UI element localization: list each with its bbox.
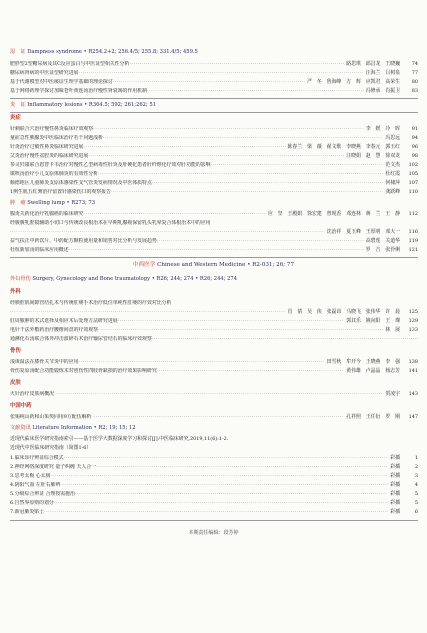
entry-title: 杜杭新加汤的临床应用概述: [10, 247, 69, 253]
entry-authors: 彩插: [390, 455, 400, 461]
entry-page: 5: [414, 500, 418, 506]
toc-entry[interactable]: [10, 509, 418, 516]
entry-title: 4.阴阳气血 左肝右肺辨: [10, 482, 61, 488]
heading-codes: • R2-031; 26; 77: [247, 262, 295, 268]
toc-entry[interactable]: [10, 414, 418, 421]
section-category: 湿 证: [10, 49, 26, 55]
divider: [10, 520, 418, 521]
entry-page: 112: [408, 211, 418, 217]
entry-page: 3: [414, 473, 418, 479]
entry-authors: 林 展: [385, 327, 400, 333]
entry-authors: 肖 倩 吴 侠 张磊昂 马晓飞 张伟华 许 晨: [287, 309, 400, 315]
entry-authors: 汪晓娟 赵 慧 徐双龙: [346, 153, 400, 159]
toc-entry[interactable]: [10, 318, 418, 325]
toc-entry[interactable]: [10, 162, 418, 169]
heading-chinese: 中西医学: [132, 262, 156, 268]
entry-title: 骨伤复原汤配合功能锻炼术对创伤性四肢骨缺损的治疗效果影响研究: [10, 368, 157, 374]
divider: [10, 98, 418, 99]
entry-authors: 彩插: [390, 473, 400, 479]
entry-page: 74: [411, 61, 418, 67]
toc-entry[interactable]: [10, 368, 418, 375]
section-category: 外妇骨伤: [10, 276, 31, 282]
toc-entry[interactable]: [10, 300, 418, 307]
entry-page: 105: [408, 171, 418, 177]
toc-entry[interactable]: [10, 70, 418, 77]
entry-page: 121: [408, 247, 418, 253]
entry-authors: 田雪秋 牟开今 王晓燕 李 强: [326, 359, 400, 365]
entry-title: 腺灸关药化治疗乳腺癌的临床研究: [10, 211, 84, 217]
entry-page: 129: [408, 318, 418, 324]
toc-entry[interactable]: [10, 491, 418, 498]
entry-authors: 应 坚 王殿娟 徐宏建 曾现香 邓连林 蒋 兰 王 静: [267, 211, 400, 217]
entry-title: 基于网络药理学探讨加味苍叶黄连汤治疗慢性肾衰竭的作用机制: [10, 88, 147, 94]
entry-authors: 李 媛 冷 晖: [365, 126, 400, 132]
entry-authors: 罗 吉 张伶俐: [365, 247, 400, 253]
section-english: Dampness syndrome: [27, 49, 82, 55]
entry-authors: 孔祥照 王任衍 罗 刚: [346, 414, 400, 420]
section-english: Inflammatory lesions: [27, 102, 83, 108]
toc-entry[interactable]: [10, 455, 418, 462]
entry-page: 102: [408, 162, 418, 168]
section-header-inflammatory: [10, 102, 420, 109]
toc-entry[interactable]: [10, 482, 418, 489]
section-english: Surgery, Gynecology and Bone traumatology: [32, 276, 151, 282]
toc-entry[interactable]: [10, 135, 418, 142]
section-codes: • R26; 244; 274 • R26; 244; 274: [151, 276, 237, 282]
section-header-dampness: [10, 49, 420, 56]
entry-authors: 汪海兰 吕树泉: [365, 70, 400, 76]
subsection-title: 外科: [10, 289, 21, 295]
entry-title: 张锡纯山药和山茱萸同用9方配伍解析: [10, 414, 92, 420]
entry-page: 4: [414, 482, 418, 488]
entry-title: 基于代谢模型对中医痰证生理学基础的理论探讨: [10, 79, 113, 85]
section-header-surgery: [10, 276, 420, 283]
entry-title: 艾灸治疗慢性盆腔炎的临床研究进展: [10, 153, 89, 159]
entry-title: 镇咳汤治疗小儿支原体肺炎的有效性分析: [10, 171, 99, 177]
entry-authors: 严 冬 鲁海峰 方 辉 应凯君 高荣生: [307, 79, 400, 85]
entry-page: 5: [414, 491, 418, 497]
subsection-title: 中国中药: [10, 403, 32, 409]
entry-title: 童症急性胰腺炎中医临床治疗若干问题浅析: [10, 135, 103, 141]
entry-title: 3.思考太极 心太极: [10, 473, 51, 479]
entry-page: 138: [408, 359, 418, 365]
entry-authors: 范文杰: [385, 162, 400, 168]
entry-authors: 彩插: [390, 509, 400, 515]
entry-authors: 龚跃峰: [385, 189, 400, 195]
divider: [10, 257, 418, 258]
entry-title: 电针干法外敷药治疗腰椎间盘的疗效观察: [10, 327, 99, 333]
entry-title: 益气扶正中药饮片、中药配方颗粒使用量和销售对比分析与发展趋势: [10, 238, 157, 244]
entry-page: 2: [414, 464, 418, 470]
entry-page: 91: [411, 126, 418, 132]
entry-page: 125: [408, 309, 418, 315]
toc-entry[interactable]: [10, 211, 418, 218]
entry-page: 1: [414, 455, 418, 461]
reference-line: 近现代临床医学研究指南索引——基于医学大数据深度学习和探讨[J].中医临床研究,2019,11(6):1-2.: [10, 436, 229, 442]
entry-title: 1.临床诊疗辨证综合模式: [10, 455, 64, 461]
entry-title: 6.自然界原则的划分: [10, 500, 54, 506]
toc-entry[interactable]: [10, 238, 418, 245]
toc-entry[interactable]: [10, 327, 418, 334]
toc-entry[interactable]: [10, 464, 418, 471]
subsection-title: 炎症: [10, 115, 21, 121]
toc-entry[interactable]: [10, 359, 418, 366]
entry-page: 116: [408, 229, 418, 235]
toc-entry[interactable]: [10, 61, 418, 68]
entry-title: 针灸治疗过敏性鼻炎临床研究进展: [10, 144, 84, 150]
entry-authors: 彩插: [390, 482, 400, 488]
entry-authors: 冯修承 肖振卫: [365, 88, 400, 94]
subsection-title: 皮肤: [10, 380, 21, 386]
entry-title: 顺德地区儿童肺炎支原体感染性支气管炎发病情况及中医体质特点: [10, 180, 152, 186]
major-section-heading: [0, 262, 427, 269]
toc-entry[interactable]: [10, 171, 418, 178]
editor-credit: 本期责任编辑：段芳婷: [188, 530, 239, 536]
entry-page: 94: [411, 135, 418, 141]
entry-page: 83: [411, 88, 418, 94]
section-category: 炎 证: [10, 102, 26, 108]
entry-authors: 高碧莲 关道华: [365, 238, 400, 244]
entry-authors: 贺凌宇: [385, 391, 400, 397]
entry-title: 2.神经网络深度研究 量子纠缠 天人合一: [10, 464, 97, 470]
entry-authors: 郭其乐 姚向阳 王 璨: [346, 318, 400, 324]
entry-page: 133: [408, 327, 418, 333]
entry-page: 6: [414, 509, 418, 515]
toc-entry[interactable]: [10, 500, 418, 507]
section-english: Literature Information: [32, 425, 93, 431]
section-header-literature: [10, 425, 420, 432]
toc-entry[interactable]: [10, 391, 418, 398]
entry-authors: 彩插: [390, 491, 400, 497]
section-codes: • R364.5; 592; 261;262; 51: [84, 102, 156, 108]
section-english: Swelling lump: [27, 200, 65, 206]
toc-entry[interactable]: [10, 180, 418, 187]
entry-title: 通淋化石汤联合体外冲击波碎石术治疗输尿管结石的临床疗效观察: [10, 336, 152, 342]
entry-page: 77: [411, 70, 418, 76]
section-codes: • R2; 19; 15; 12: [93, 425, 136, 431]
entry-authors: 彩插: [390, 464, 400, 470]
entry-title: 1例生肌五红膏治疗留置针感染伤口的观察报告: [10, 189, 111, 195]
reference-line: 近现代中医临床研究指南（简图1-6）: [10, 445, 92, 451]
entry-page: 119: [408, 238, 418, 244]
entry-authors: 陈春兰 梁 薇 翟文歌 李晓燕 李春元 郭玉红: [287, 144, 400, 150]
entry-title: 针刺联合穴治疗慢性鼻炎临床疗效观察: [10, 126, 94, 132]
entry-page: 98: [411, 153, 418, 159]
entry-title: 浅谈温法在膝骨关节炎中的应用: [10, 359, 79, 365]
entry-title: 糖尿病肾病的中医证型研究进展: [10, 70, 79, 76]
subsection-header-tumor: [10, 200, 420, 207]
toc-entry[interactable]: [10, 309, 418, 316]
toc-entry[interactable]: [10, 247, 418, 254]
entry-page: 143: [408, 391, 418, 397]
entry-title: 肥胖型2型糖尿病及其C反应蛋白与中医证型相关性分析: [10, 61, 130, 67]
entry-title: 5.分级综合辨证 合理按需施治: [10, 491, 75, 497]
entry-page: 110: [408, 189, 418, 195]
toc-entry[interactable]: [10, 153, 418, 160]
subsection-title: 骨伤: [10, 348, 21, 354]
section-category: 文献资讯: [10, 425, 31, 431]
entry-authors: 彩插: [390, 500, 400, 506]
entry-page: 107: [408, 180, 418, 186]
entry-authors: 黄伟雄 卢晶晶 杨志芳: [346, 368, 400, 374]
entry-title: 火针治疗皮肤病概况: [10, 391, 55, 397]
heading-english: Chinese and Western Medicine: [157, 262, 246, 268]
toc-entry[interactable]: [10, 336, 418, 343]
toc-entry[interactable]: [10, 88, 418, 95]
entry-authors: 冯思远: [385, 135, 400, 141]
toc-entry[interactable]: [10, 229, 418, 236]
entry-title: 参灵归康联合恩替卡韦治疗对慢性乙型病毒性肝炎及肝硬化患者肝纤维化疗效对肝功能的影响: [10, 162, 211, 168]
entry-page: 80: [411, 79, 418, 85]
entry-authors: 沈治祥 夏玉峰 王厚明 邓大一: [326, 229, 400, 235]
entry-authors: 杜红霞: [385, 171, 400, 177]
entry-title: 经腹腹乳腔镜辅助小切口与传统改良根治术在早期乳腺癌保留乳头乳晕复合体根治术中的应用: [10, 220, 211, 226]
entry-title: 经胰腔肌间隙管结扎术与传统肛瘘手术治疗低位单纯性肛瘘的疗效对比分析: [10, 300, 172, 306]
divider: [10, 112, 418, 113]
entry-page: 96: [411, 144, 418, 150]
toc-entry[interactable]: [10, 144, 418, 151]
toc-entry[interactable]: [10, 473, 418, 480]
toc-entry[interactable]: [10, 220, 418, 227]
entry-page: 147: [408, 414, 418, 420]
toc-entry[interactable]: [10, 126, 418, 133]
toc-entry[interactable]: [10, 189, 418, 196]
section-codes: • R273; 73: [66, 200, 95, 206]
entry-page: 141: [408, 368, 418, 374]
entry-title: 7.新冠肺炎贴士: [10, 509, 45, 515]
section-codes: • R254.2+2; 256.4/5; 255.8; 331.4/5; 459.5: [83, 49, 198, 55]
entry-title: 肛周脓肿的术式选择及相应术后处理方法研究进展: [10, 318, 118, 324]
entry-authors: 何棣萍: [385, 180, 400, 186]
entry-authors: 路思琪 邱昌龙 王晓巍: [346, 61, 400, 67]
section-category: 肿 瘤: [10, 200, 26, 206]
toc-entry[interactable]: [10, 79, 418, 86]
